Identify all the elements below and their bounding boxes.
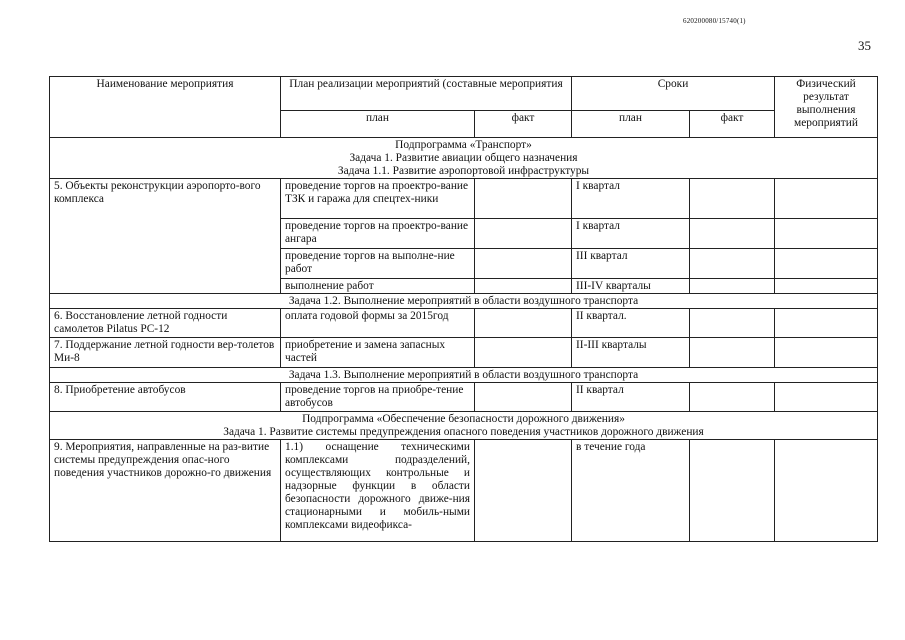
srok-fakt-cell <box>690 309 775 338</box>
fakt-cell <box>475 249 572 279</box>
fakt-cell <box>475 219 572 249</box>
plan-cell: приобретение и замена запасных частей <box>281 338 475 368</box>
activity-name: 8. Приобретение автобусов <box>50 383 281 412</box>
header-srok-plan: план <box>572 111 690 138</box>
srok-fakt-cell <box>690 338 775 368</box>
result-cell <box>775 440 878 542</box>
header-srok-fakt: факт <box>690 111 775 138</box>
plan-cell: проведение торгов на приобре-тение автобусов <box>281 383 475 412</box>
fakt-cell <box>475 338 572 368</box>
result-cell <box>775 219 878 249</box>
task-title: Задача 1.2. Выполнение мероприятий в области воздушного транспорта <box>50 294 878 309</box>
result-cell <box>775 179 878 219</box>
result-cell <box>775 249 878 279</box>
activity-name: 9. Мероприятия, направленные на раз-витие системы предупреждения опас-ного поведения участников дорожно-го движения <box>50 440 281 542</box>
task-title: Задача 1. Развитие авиации общего назначения <box>349 152 578 164</box>
result-cell <box>775 383 878 412</box>
task-title: Задача 1.3. Выполнение мероприятий в области воздушного транспорта <box>50 368 878 383</box>
header-fakt: факт <box>475 111 572 138</box>
activities-table <box>49 76 878 542</box>
fakt-cell <box>475 383 572 412</box>
subprogram-title: Подпрограмма «Транспорт» <box>395 139 532 151</box>
srok-fakt-cell <box>690 249 775 279</box>
plan-cell: проведение торгов на проектро-вание ангара <box>281 219 475 249</box>
page-number: 35 <box>858 38 871 53</box>
srok-plan-cell: I квартал <box>572 179 690 219</box>
srok-plan-cell: II-III кварталы <box>572 338 690 368</box>
srok-fakt-cell <box>690 279 775 294</box>
srok-plan-cell: II квартал <box>572 383 690 412</box>
activity-name: 7. Поддержание летной годности вер-толетов Ми-8 <box>50 338 281 368</box>
srok-plan-cell: III-IV кварталы <box>572 279 690 294</box>
srok-plan-cell: II квартал. <box>572 309 690 338</box>
header-plan-group: План реализации мероприятий (составные мероприятия <box>281 77 572 111</box>
section-heading <box>50 412 878 440</box>
srok-fakt-cell <box>690 219 775 249</box>
header-plan: план <box>281 111 475 138</box>
header-result: Физический результат выполнения мероприятий <box>775 77 878 138</box>
result-cell <box>775 338 878 368</box>
task-title: Задача 1.1. Развитие аэропортовой инфраструктуры <box>337 165 590 177</box>
result-cell <box>775 279 878 294</box>
task-title: Задача 1. Развитие системы предупреждения опасного поведения участников дорожного движения <box>223 426 704 438</box>
srok-plan-cell: в течение года <box>572 440 690 542</box>
srok-fakt-cell <box>690 383 775 412</box>
subprogram-title: Подпрограмма «Обеспечение безопасности дорожного движения» <box>302 413 625 425</box>
srok-plan-cell: I квартал <box>572 219 690 249</box>
plan-cell: 1.1) оснащение техническими комплексами подразделений, осуществляющих контрольные и надзорные функции в области безопасности дорожного движе-ния стационарными и мобиль-ными комплексами видеофикса- <box>281 440 475 542</box>
document-id: 620200080/15740(1) <box>683 17 746 25</box>
plan-cell: оплата годовой формы за 2015год <box>281 309 475 338</box>
plan-cell: проведение торгов на выполне-ние работ <box>281 249 475 279</box>
plan-cell: выполнение работ <box>281 279 475 294</box>
activity-name: 6. Восстановление летной годности самолетов Pilatus PC-12 <box>50 309 281 338</box>
srok-fakt-cell <box>690 179 775 219</box>
srok-plan-cell: III квартал <box>572 249 690 279</box>
fakt-cell <box>475 279 572 294</box>
srok-fakt-cell <box>690 440 775 542</box>
header-sroki: Сроки <box>572 77 775 111</box>
activity-name: 5. Объекты реконструкции аэропорто-вого комплекса <box>50 179 281 294</box>
result-cell <box>775 309 878 338</box>
fakt-cell <box>475 309 572 338</box>
fakt-cell <box>475 179 572 219</box>
fakt-cell <box>475 440 572 542</box>
header-name: Наименование мероприятия <box>50 77 281 138</box>
plan-cell: проведение торгов на проектро-вание ТЗК и гаража для спецтех-ники <box>281 179 475 219</box>
section-heading <box>50 138 878 179</box>
